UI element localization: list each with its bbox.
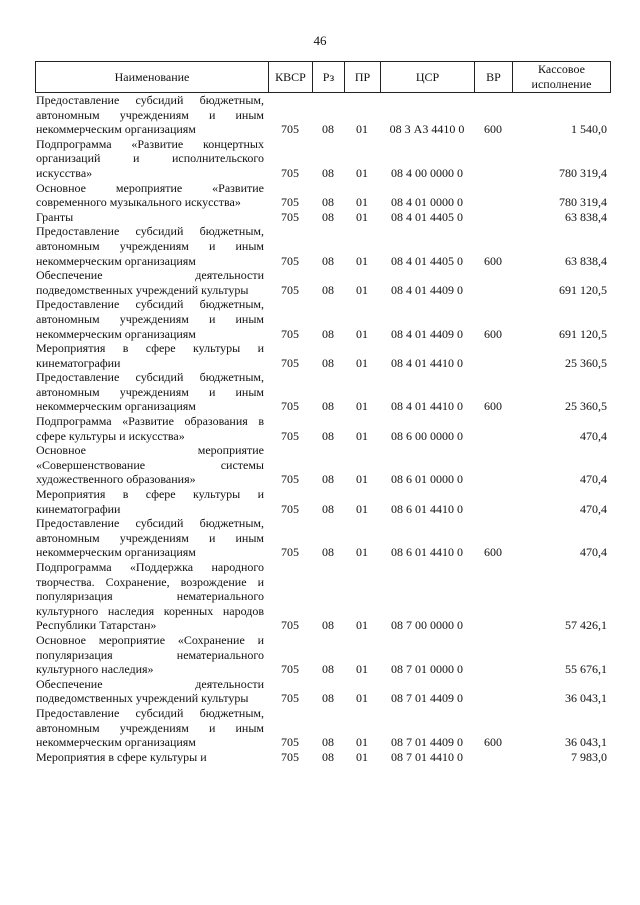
row-csr: 08 4 01 4410 0 (391, 355, 463, 370)
row-pr: 01 (356, 428, 368, 443)
table-row (35, 370, 610, 414)
row-vr: 600 (484, 545, 502, 560)
row-pr: 01 (356, 326, 368, 341)
row-csr: 08 4 01 0000 0 (391, 195, 463, 210)
row-name: Подпрограмма «Развитие образования в сфере культуры и искусства» (36, 414, 264, 443)
row-pr: 01 (356, 501, 368, 516)
table-row (35, 487, 610, 516)
row-rz: 08 (322, 472, 334, 487)
row-kvsr: 705 (281, 209, 299, 224)
table-row (35, 137, 610, 181)
row-rz: 08 (322, 428, 334, 443)
table-row (35, 224, 610, 268)
row-name: Мероприятия в сфере культуры и кинематографии (36, 487, 264, 516)
row-kvsr: 705 (281, 122, 299, 137)
row-sum: 63 838,4 (565, 253, 607, 268)
row-kvsr: 705 (281, 355, 299, 370)
row-csr: 08 7 01 0000 0 (391, 662, 463, 677)
row-csr: 08 3 А3 4410 0 (389, 122, 465, 137)
row-rz: 08 (322, 501, 334, 516)
row-name: Основное мероприятие «Сохранение и популяризация нематериального культурного наследия» (36, 632, 264, 677)
header-vr: ВР (475, 62, 513, 93)
row-sum: 63 838,4 (565, 209, 607, 224)
row-pr: 01 (356, 195, 368, 210)
row-rz: 08 (322, 399, 334, 414)
row-name: Основное мероприятие «Развитие современного музыкального искусства» (36, 180, 264, 210)
row-name: Предоставление субсидий бюджетным, автономным учреждениям и иным некоммерческим организациям (36, 705, 264, 750)
table-row (35, 560, 610, 633)
row-name: Предоставление субсидий бюджетным, автономным учреждениям и иным некоммерческим организациям (36, 297, 264, 341)
row-pr: 01 (356, 735, 368, 750)
row-name: Предоставление субсидий бюджетным, автономным учреждениям и иным некоммерческим организациям (36, 224, 264, 268)
row-rz: 08 (322, 691, 334, 706)
row-sum: 470,4 (580, 428, 607, 443)
row-sum: 25 360,5 (565, 355, 607, 370)
row-rz: 08 (322, 209, 334, 224)
row-sum: 57 426,1 (565, 618, 607, 633)
row-sum: 25 360,5 (565, 399, 607, 414)
row-pr: 01 (356, 165, 368, 180)
header-sum: Кассовое исполнение (513, 62, 611, 93)
row-rz: 08 (322, 122, 334, 137)
table-body (35, 93, 610, 764)
table-header (35, 61, 611, 93)
row-csr: 08 6 01 4410 0 (391, 501, 463, 516)
row-sum: 7 983,0 (571, 749, 607, 764)
row-rz: 08 (322, 253, 334, 268)
row-csr: 08 4 01 4410 0 (391, 399, 463, 414)
row-pr: 01 (356, 545, 368, 560)
row-csr: 08 6 01 4410 0 (391, 545, 463, 560)
row-pr: 01 (356, 253, 368, 268)
row-vr: 600 (484, 399, 502, 414)
row-name: Предоставление субсидий бюджетным, автономным учреждениям и иным некоммерческим организациям (36, 516, 264, 560)
row-kvsr: 705 (281, 399, 299, 414)
row-sum: 470,4 (580, 472, 607, 487)
row-pr: 01 (356, 691, 368, 706)
row-rz: 08 (322, 282, 334, 297)
row-pr: 01 (356, 399, 368, 414)
table-row (35, 706, 610, 750)
row-vr: 600 (484, 253, 502, 268)
table-row (35, 750, 610, 765)
header-csr: ЦСР (381, 62, 475, 93)
row-name: Предоставление субсидий бюджетным, автономным учреждениям и иным некоммерческим организациям (36, 370, 264, 414)
row-rz: 08 (322, 165, 334, 180)
row-csr: 08 7 01 4409 0 (391, 735, 463, 750)
row-kvsr: 705 (281, 282, 299, 297)
row-csr: 08 4 01 4409 0 (391, 282, 463, 297)
row-name: Основное мероприятие «Совершенствование системы художественного образования» (36, 443, 264, 487)
row-sum: 691 120,5 (559, 282, 607, 297)
table-row (35, 341, 610, 370)
row-rz: 08 (322, 735, 334, 750)
row-vr: 600 (484, 122, 502, 137)
row-csr: 08 4 00 0000 0 (391, 165, 463, 180)
row-sum: 1 540,0 (571, 122, 607, 137)
row-csr: 08 6 00 0000 0 (391, 428, 463, 443)
row-pr: 01 (356, 662, 368, 677)
table-row (35, 633, 610, 677)
table-row (35, 93, 610, 137)
header-rz: Рз (313, 62, 345, 93)
row-csr: 08 7 01 4409 0 (391, 691, 463, 706)
row-rz: 08 (322, 662, 334, 677)
page-number: 46 (313, 33, 327, 48)
table-row (35, 210, 610, 225)
table-row (35, 181, 610, 210)
row-rz: 08 (322, 618, 334, 633)
row-pr: 01 (356, 618, 368, 633)
row-vr: 600 (484, 326, 502, 341)
row-kvsr: 705 (281, 501, 299, 516)
row-csr: 08 7 01 4410 0 (391, 749, 463, 764)
row-pr: 01 (356, 355, 368, 370)
row-rz: 08 (322, 355, 334, 370)
row-name: Обеспечение деятельности подведомственных учреждений культуры (36, 268, 264, 297)
row-sum: 55 676,1 (565, 662, 607, 677)
row-sum: 780 319,4 (559, 165, 607, 180)
row-pr: 01 (356, 122, 368, 137)
row-name: Подпрограмма «Развитие концертных организаций и исполнительского искусства» (36, 136, 264, 180)
row-sum: 691 120,5 (559, 326, 607, 341)
row-kvsr: 705 (281, 253, 299, 268)
row-vr: 600 (484, 735, 502, 750)
row-kvsr: 705 (281, 472, 299, 487)
row-name: Обеспечение деятельности подведомственных учреждений культуры (36, 676, 264, 706)
row-kvsr: 705 (281, 165, 299, 180)
table-row (35, 443, 610, 487)
row-rz: 08 (322, 749, 334, 764)
row-csr: 08 6 01 0000 0 (391, 472, 463, 487)
row-kvsr: 705 (281, 545, 299, 560)
table-row (35, 414, 610, 443)
table-row (35, 516, 610, 560)
row-pr: 01 (356, 209, 368, 224)
row-sum: 36 043,1 (565, 735, 607, 750)
row-sum: 470,4 (580, 501, 607, 516)
row-rz: 08 (322, 545, 334, 560)
row-name: Мероприятия в сфере культуры и кинематографии (36, 341, 264, 370)
row-csr: 08 4 01 4405 0 (391, 253, 463, 268)
row-name: Гранты (36, 209, 74, 224)
table-row (35, 268, 610, 297)
row-sum: 780 319,4 (559, 195, 607, 210)
row-name: Мероприятия в сфере культуры и (36, 749, 207, 764)
row-kvsr: 705 (281, 326, 299, 341)
row-sum: 470,4 (580, 545, 607, 560)
row-pr: 01 (356, 282, 368, 297)
row-kvsr: 705 (281, 618, 299, 633)
row-csr: 08 7 00 0000 0 (391, 618, 463, 633)
header-name: Наименование (36, 62, 269, 93)
row-kvsr: 705 (281, 691, 299, 706)
row-name: Подпрограмма «Поддержка народного творчества. Сохранение, возрождение и популяризация нематериального культурного наследия коренных народов Республики Татарстан» (36, 560, 264, 633)
row-kvsr: 705 (281, 749, 299, 764)
header-pr: ПР (345, 62, 381, 93)
table-row (35, 677, 610, 706)
row-kvsr: 705 (281, 428, 299, 443)
row-rz: 08 (322, 326, 334, 341)
row-kvsr: 705 (281, 195, 299, 210)
row-kvsr: 705 (281, 735, 299, 750)
row-pr: 01 (356, 472, 368, 487)
row-pr: 01 (356, 749, 368, 764)
row-csr: 08 4 01 4409 0 (391, 326, 463, 341)
header-kvsr: КВСР (269, 62, 313, 93)
row-kvsr: 705 (281, 662, 299, 677)
row-name: Предоставление субсидий бюджетным, автономным учреждениям и иным некоммерческим организациям (36, 93, 264, 137)
row-sum: 36 043,1 (565, 691, 607, 706)
row-csr: 08 4 01 4405 0 (391, 209, 463, 224)
row-rz: 08 (322, 195, 334, 210)
table-row (35, 297, 610, 341)
